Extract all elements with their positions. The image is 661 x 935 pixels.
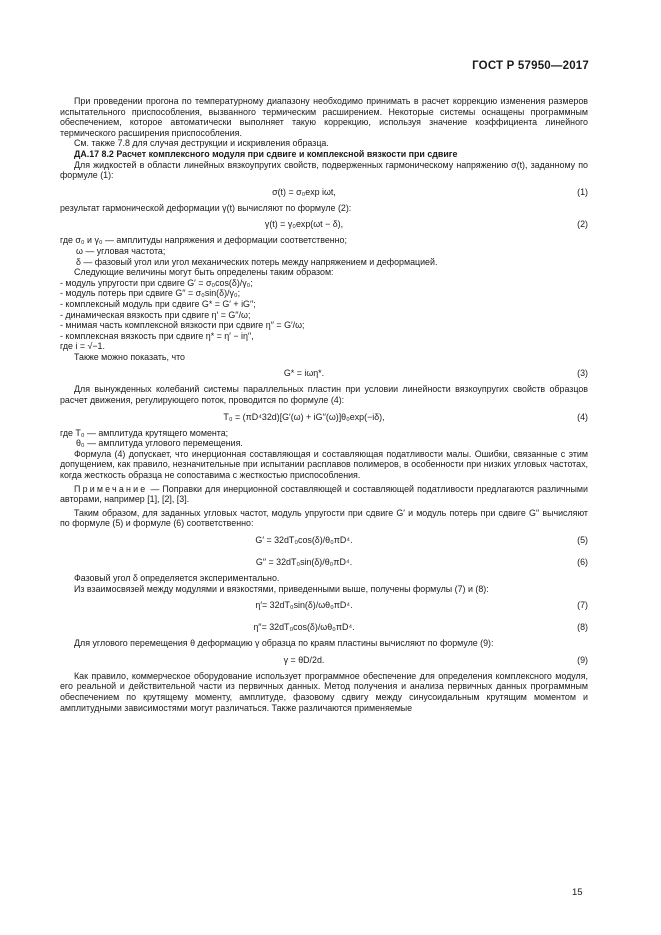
- i-definition: где i = √−1.: [60, 341, 105, 352]
- formula-1: [60, 181, 588, 203]
- document-body: [60, 96, 588, 713]
- formula-number: (7): [577, 600, 588, 611]
- paragraph: Из взаимосвязей между модулями и вязкостями, приведенными выше, получены формулы (7) и (8):: [74, 583, 489, 594]
- paragraph: Таким образом, для заданных угловых частот, модуль упругости при сдвиге G′ и модуль потерь при сдвиге G′′ вычисляют по формуле (5) и формуле (6) соответственно:: [60, 507, 588, 529]
- formula-number: (2): [577, 219, 588, 230]
- formula-4: [60, 406, 588, 428]
- formula-6: [60, 551, 588, 573]
- formula-text: G′ = 32dT₀cos(δ)/θ₀πD⁴.: [255, 535, 353, 545]
- formula-5: [60, 529, 588, 551]
- list-item: - динамическая вязкость при сдвиге η′ = G′′/ω;: [60, 309, 251, 320]
- note-label: Примечание: [74, 483, 148, 494]
- note-text: — Поправки для инерционной составляющей и составляющей податливости предлагаются различными авторами, например [1], [2], [3].: [60, 483, 588, 505]
- paragraph: Также можно показать, что: [74, 351, 185, 362]
- formula-text: γ = θD/2d.: [283, 654, 325, 665]
- formula-7: [60, 594, 588, 616]
- formula-number: (1): [577, 186, 588, 197]
- paragraph: При проведении прогона по температурному диапазону необходимо принимать в расчет коррекцию изменения размеров испытательного приспособления, вызванного термическим расширением. Некоторые системы оснащены программным обеспечением, которое автоматически выполняет такую коррекцию, используя значение коэффициента линейного термического расширения приспособления.: [60, 96, 588, 138]
- formula-text: σ(t) = σ₀exp iωt,: [272, 186, 336, 197]
- section-heading: ДА.17 8.2 Расчет комплексного модуля при сдвиге и комплексной вязкости при сдвиге: [74, 148, 458, 159]
- formula-number: (9): [577, 654, 588, 665]
- formula-number: (3): [577, 368, 588, 379]
- formula-number: (6): [577, 557, 588, 567]
- paragraph: См. также 7.8 для случая деструкции и искривления образца.: [74, 138, 329, 149]
- paragraph: Для жидкостей в области линейных вязкоупругих свойств, подверженных гармоническому напряжению σ(t), заданному по формуле (1):: [60, 159, 588, 181]
- formula-2: [60, 213, 588, 235]
- formula-text: T₀ = (πD⁴32d)[G′(ω) + iG′′(ω)]θ₀exp(−iδ),: [223, 411, 385, 422]
- formula-text: η′= 32dT₀sin(δ)/ωθ₀πD⁴.: [255, 600, 353, 611]
- paragraph: Следующие величины могут быть определены таким образом:: [74, 267, 334, 278]
- formula-9: [60, 649, 588, 671]
- note: [60, 484, 588, 505]
- paragraph: Для вынужденных колебаний системы параллельных пластин при условии линейности вязкоупругих свойств образцов расчет движения, регулирующего поток, проводится по формуле (4):: [60, 384, 588, 406]
- formula-8: [60, 616, 588, 638]
- paragraph: результат гармонической деформации γ(t) вычисляют по формуле (2):: [60, 202, 352, 213]
- formula-text: G* = iωη*.: [283, 368, 325, 379]
- list-item: - мнимая часть комплексной вязкости при сдвиге η′′ = G′/ω;: [60, 320, 305, 331]
- paragraph: Фазовый угол δ определяется экспериментально.: [74, 573, 280, 583]
- list-item: - модуль потерь при сдвиге G′′ = σ₀sin(δ)/γ₀;: [60, 288, 241, 299]
- page-number: 15: [572, 887, 583, 898]
- formula-3: [60, 362, 588, 384]
- formula-text: η′′= 32dT₀cos(δ)/ωθ₀πD⁴.: [253, 622, 355, 633]
- where-line: где T₀ — амплитуда крутящего момента;: [60, 427, 229, 438]
- list-item: - модуль упругости при сдвиге G′ = σ₀cos(δ)/γ₀;: [60, 277, 253, 288]
- where-line: где σ₀ и γ₀ — амплитуды напряжения и деформации соответственно;: [60, 235, 347, 246]
- formula-number: (5): [577, 535, 588, 545]
- list-item: - комплексная вязкость при сдвиге η* = η′ − iη′′,: [60, 330, 254, 341]
- where-line: ω — угловая частота;: [76, 245, 166, 256]
- standard-code: ГОСТ Р 57950—2017: [472, 60, 589, 72]
- formula-number: (4): [577, 411, 588, 422]
- paragraph: Для углового перемещения θ деформацию γ образца по краям пластины вычисляют по формуле (9):: [74, 638, 494, 649]
- where-line: δ — фазовый угол или угол механических потерь между напряжением и деформацией.: [76, 256, 438, 267]
- formula-text: γ(t) = γ₀exp(ωt − δ),: [264, 219, 344, 230]
- paragraph: Формула (4) допускает, что инерционная составляющая и составляющая податливости малы. Ошибки, связанные с этим допущением, как правило, незначительные при испытании расплавов полимеров, в особенности при низких угловых частотах, когда жесткость образца не сопоставима с жесткостью приспособления.: [60, 448, 588, 481]
- paragraph: Как правило, коммерческое оборудование использует программное обеспечение для определения комплексного модуля, его реальной и действительной части из первичных данных. Метод получения и анализа первичных данных программным обеспечением по крутящему моменту, амплитуде, фазовому сдвигу между синусоидальным крутящим моментом и амплитудными зависимостями могут различаться. Также различаются применяемые: [60, 670, 588, 713]
- list-item: - комплексный модуль при сдвиге G* = G′ + iG′′;: [60, 298, 256, 309]
- formula-text: G′′ = 32dT₀sin(δ)/θ₀πD⁴.: [255, 557, 353, 567]
- formula-number: (8): [577, 622, 588, 633]
- where-line: θ₀ — амплитуда углового перемещения.: [76, 438, 243, 449]
